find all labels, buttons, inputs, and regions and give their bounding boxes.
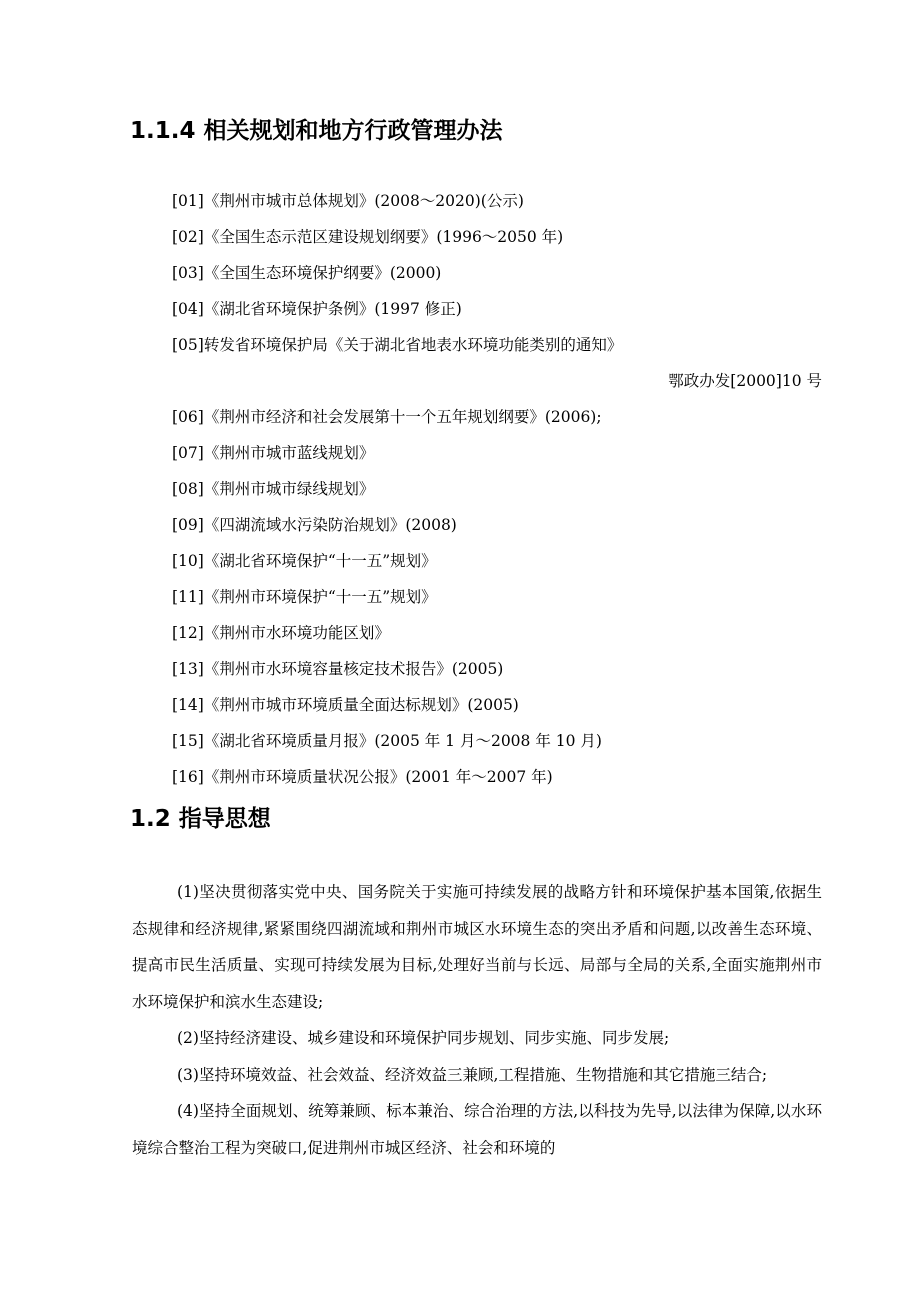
- reference-item: [11]《荆州市环境保护“十一五”规划》: [172, 588, 437, 606]
- reference-list: [172, 186, 832, 798]
- reference-item: [12]《荆州市水环境功能区划》: [172, 624, 390, 642]
- section-heading-1-2: 1.2 指导思想: [130, 806, 271, 832]
- reference-item: [09]《四湖流域水污染防治规划》(2008): [172, 516, 457, 534]
- section-heading-1-1-4: 1.1.4 相关规划和地方行政管理办法: [130, 118, 503, 144]
- principle-paragraph: (1)坚决贯彻落实党中央、国务院关于实施可持续发展的战略方针和环境保护基本国策,依据生态规律和经济规律,紧紧围绕四湖流域和荆州市城区水环境生态的突出矛盾和问题,以改善生态环境、提高市民生活质量、实现可持续发展为目标,处理好当前与长远、局部与全局的关系,全面实施荆州市水环境保护和滨水生态建设;: [132, 883, 822, 1011]
- reference-item: [13]《荆州市水环境容量核定技术报告》(2005): [172, 660, 504, 678]
- reference-item: [10]《湖北省环境保护“十一五”规划》: [172, 552, 437, 570]
- reference-item: [03]《全国生态环境保护纲要》(2000): [172, 264, 442, 282]
- principle-paragraph: (4)坚持全面规划、统筹兼顾、标本兼治、综合治理的方法,以科技为先导,以法律为保障,以水环境综合整治工程为突破口,促进荆州市城区经济、社会和环境的: [132, 1102, 822, 1157]
- reference-item: [07]《荆州市城市蓝线规划》: [172, 444, 375, 462]
- reference-document-number: 鄂政办发[2000]10 号: [668, 372, 822, 390]
- reference-item: [02]《全国生态示范区建设规划纲要》(1996～2050 年): [172, 228, 564, 246]
- reference-item: [16]《荆州市环境质量状况公报》(2001 年～2007 年): [172, 768, 553, 786]
- guiding-principles: [132, 874, 822, 1166]
- principle-paragraph: (3)坚持环境效益、社会效益、经济效益三兼顾,工程措施、生物措施和其它措施三结合;: [177, 1065, 768, 1084]
- reference-item: [04]《湖北省环境保护条例》(1997 修正): [172, 300, 462, 318]
- reference-item: [01]《荆州市城市总体规划》(2008～2020)(公示): [172, 192, 524, 210]
- principle-paragraph: (2)坚持经济建设、城乡建设和环境保护同步规划、同步实施、同步发展;: [177, 1029, 670, 1047]
- reference-item: [14]《荆州市城市环境质量全面达标规划》(2005): [172, 696, 519, 714]
- reference-item: [06]《荆州市经济和社会发展第十一个五年规划纲要》(2006);: [172, 408, 602, 426]
- reference-item: [05]转发省环境保护局《关于湖北省地表水环境功能类别的通知》: [172, 336, 623, 354]
- reference-item: [15]《湖北省环境质量月报》(2005 年 1 月～2008 年 10 月): [172, 732, 602, 750]
- reference-item: [08]《荆州市城市绿线规划》: [172, 480, 375, 498]
